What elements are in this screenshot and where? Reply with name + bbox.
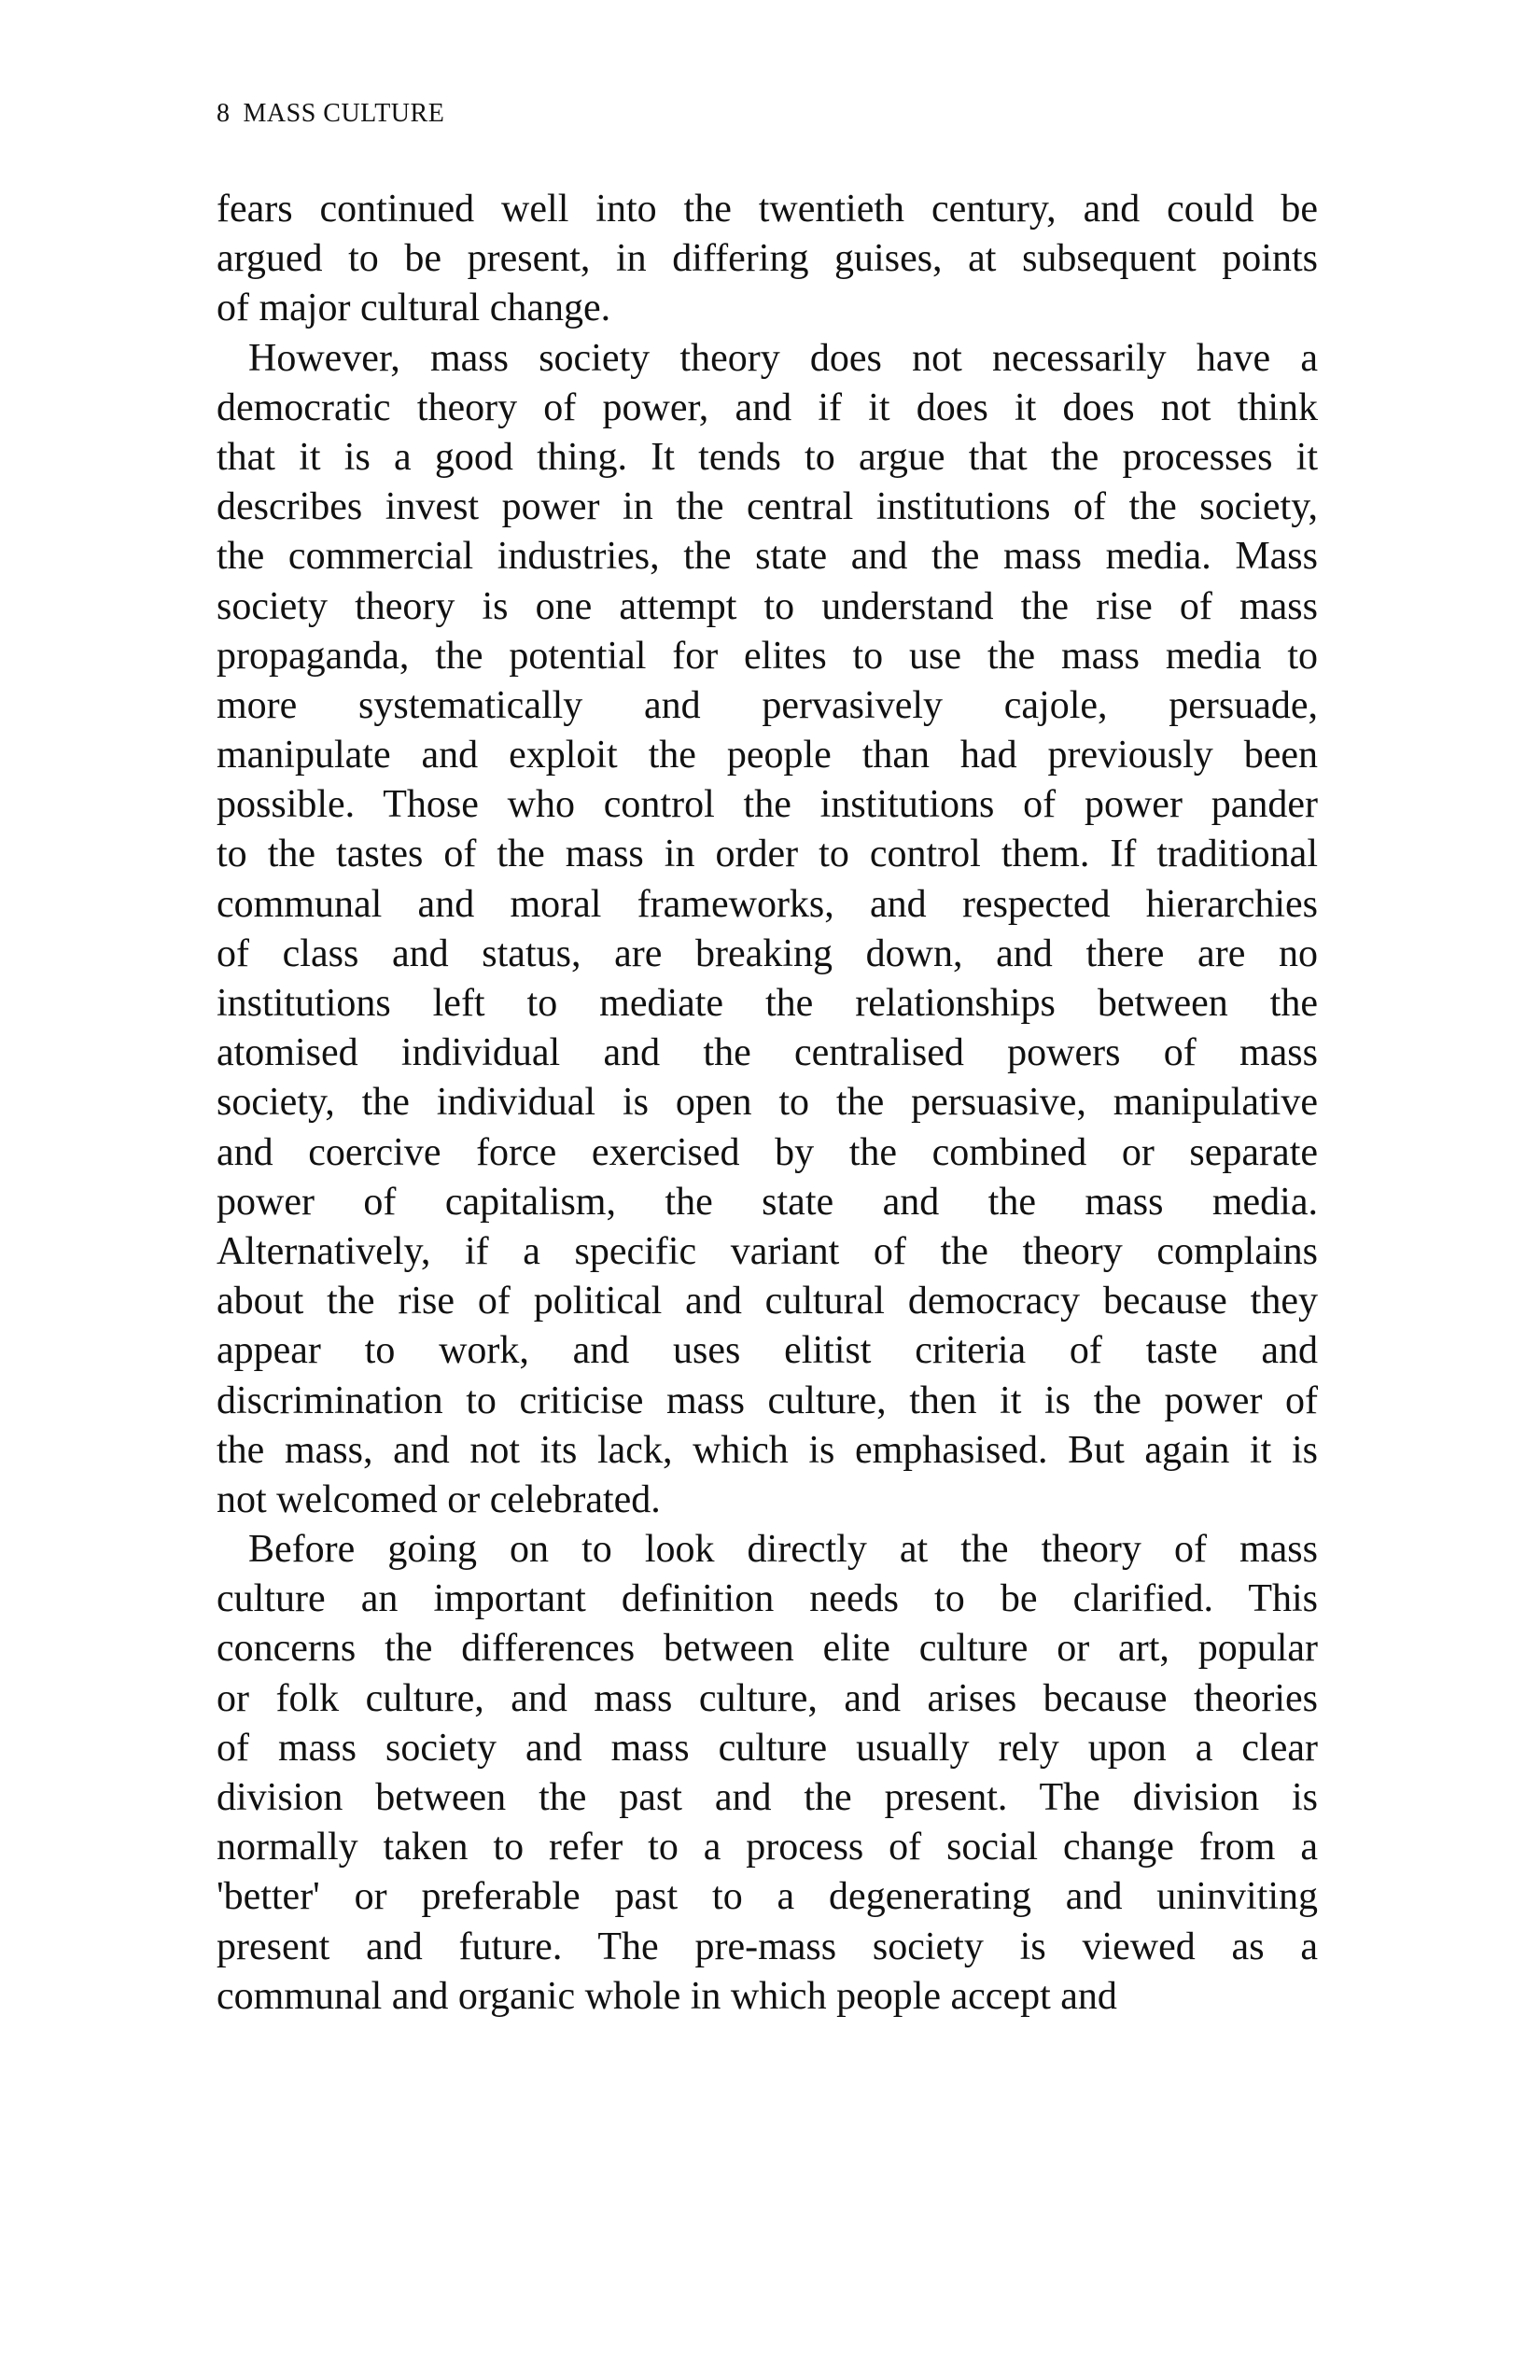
text-line: of class and status, are breaking down, and there are no [217,931,1318,975]
text-line: fears continued well into the twentieth century, and could be [217,188,1318,231]
text-line: describes invest power in the central institutions of the society, [217,485,1318,529]
text-line: culture an important definition needs to be clarified. This [217,1577,1318,1621]
running-header [217,101,444,127]
body-text [217,185,1318,2022]
text-line: of major cultural change. [217,287,611,330]
text-line: concerns the differences between elite culture or art, popular [217,1627,1318,1671]
text-line: possible. Those who control the institutions of power pander [217,783,1318,827]
running-title: MASS CULTURE [243,99,445,128]
text-line: the commercial industries, the state and the mass media. Mass [217,535,1318,579]
text-line: that it is a good thing. It tends to argue that the processes it [217,435,1318,479]
text-line: about the rise of political and cultural democracy because they [217,1280,1318,1323]
text-line: present and future. The pre-mass society is viewed as a [217,1925,1318,1968]
text-line: not welcomed or celebrated. [217,1477,661,1521]
text-line: society theory is one attempt to understand the rise of mass [217,584,1318,628]
text-line: propaganda, the potential for elites to use the mass media to [217,634,1318,678]
text-line: the mass, and not its lack, which is emphasised. But again it is [217,1428,1318,1472]
paragraph [217,185,1318,334]
text-line: society, the individual is open to the persuasive, manipulative [217,1081,1318,1125]
text-line: normally taken to refer to a process of social change from a [217,1826,1318,1869]
text-line: discrimination to criticise mass culture, then it is the power of [217,1379,1318,1422]
text-line: more systematically and pervasively cajole, persuade, [217,683,1318,727]
text-line: argued to be present, in differing guises, at subsequent points [217,237,1318,281]
text-line: Before going on to look directly at the theory of mass [248,1528,1318,1572]
text-line: and coercive force exercised by the combined or separate [217,1130,1318,1174]
text-line: division between the past and the present. The division is [217,1776,1318,1819]
paragraph [217,334,1318,1526]
page-number: 8 [217,99,231,128]
text-line: power of capitalism, the state and the mass media. [217,1180,1318,1224]
text-line: appear to work, and uses elitist criteria of taste and [217,1329,1318,1373]
text-line: communal and organic whole in which people accept and [217,1974,1117,2018]
text-line: communal and moral frameworks, and respected hierarchies [217,882,1318,926]
text-line: atomised individual and the centralised powers of mass [217,1031,1318,1075]
text-line: Alternatively, if a specific variant of the theory complains [217,1229,1318,1273]
text-line: manipulate and exploit the people than had previously been [217,734,1318,777]
text-line: However, mass society theory does not necessarily have a [248,336,1318,380]
paragraph [217,1525,1318,2022]
text-line: or folk culture, and mass culture, and arises because theories [217,1676,1318,1720]
text-line: 'better' or preferable past to a degenerating and uninviting [217,1875,1318,1919]
text-line: of mass society and mass culture usually rely upon a clear [217,1726,1318,1770]
text-line: institutions left to mediate the relationships between the [217,982,1318,1025]
text-line: democratic theory of power, and if it does it does not think [217,385,1318,429]
text-line: to the tastes of the mass in order to control them. If traditional [217,833,1318,876]
